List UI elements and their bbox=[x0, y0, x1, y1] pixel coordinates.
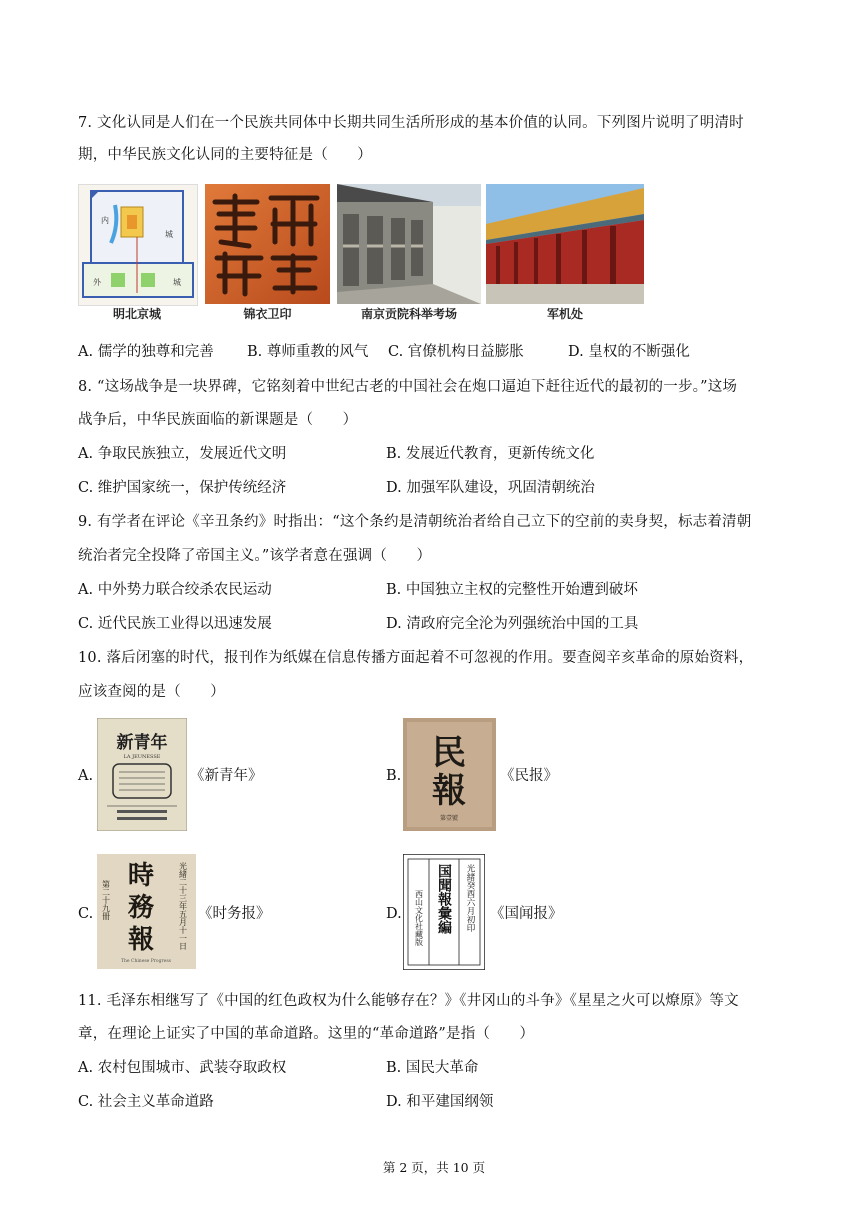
new-youth-cover-image bbox=[97, 718, 187, 831]
q7-option-a: A. 儒学的独尊和完善 bbox=[78, 344, 214, 360]
new-youth-en: LA JEUNESSE bbox=[123, 754, 161, 760]
min-bao-issue: 第壹號 bbox=[439, 815, 459, 822]
shiwubao-issue: 第二十九冊 bbox=[101, 880, 111, 920]
new-youth-title: 新青年 bbox=[116, 733, 168, 753]
q9-option-b: B. 中国独立主权的完整性开始遭到破坏 bbox=[386, 582, 638, 598]
shiwubao-char-wu: 務 bbox=[127, 893, 155, 923]
q8-option-c: C. 维护国家统一，保护传统经济 bbox=[78, 480, 287, 496]
q8-stem-line2: 战争后，中华民族面临的新课题是（ ） bbox=[78, 412, 358, 428]
map-outer-label2: 城 bbox=[173, 278, 181, 287]
q8-stem-line1: 8. “这场战争是一块界碑，它铭刻着中世纪古老的中国社会在炮口逼迫下赶往近代的最初的一步。”这场 bbox=[78, 379, 738, 395]
guowenbao-title: 国聞報彙編 bbox=[436, 864, 452, 934]
shiwubao-cover-image bbox=[97, 854, 196, 969]
q8-option-a: A. 争取民族独立，发展近代文明 bbox=[78, 446, 287, 462]
q10-option-a-name: 《新青年》 bbox=[190, 768, 263, 784]
q7-option-c: C. 官僚机构日益膨胀 bbox=[388, 344, 524, 360]
q7-stem-line1: 7. 文化认同是人们在一个民族共同体中长期共同生活所形成的基本价值的认同。下列图片说明了明清时 bbox=[78, 115, 744, 131]
caption-jinyiwei-seal: 锦衣卫印 bbox=[243, 307, 292, 321]
shiwubao-char-bao: 報 bbox=[127, 925, 155, 955]
map-inner-label1: 内 bbox=[101, 216, 109, 225]
caption-ming-beijing: 明北京城 bbox=[112, 307, 161, 321]
q9-stem-line2: 统治者完全投降了帝国主义。”该学者意在强调（ ） bbox=[78, 548, 432, 564]
q11-option-d: D. 和平建国纲领 bbox=[386, 1094, 494, 1110]
q10-stem-line1: 10. 落后闭塞的时代，报刊作为纸媒在信息传播方面起着不可忽视的作用。要查阅辛亥革命的原始资料， bbox=[78, 650, 754, 666]
q8-option-b: B. 发展近代教育，更新传统文化 bbox=[386, 446, 595, 462]
map-outer-label1: 外 bbox=[93, 278, 101, 287]
shiwubao-date: 光緒二十三年五月十一日 bbox=[178, 862, 188, 950]
q11-stem-line2: 章，在理论上证实了中国的革命道路。这里的“革命道路”是指（ ） bbox=[78, 1026, 535, 1042]
q9-stem-line1: 9. 有学者在评论《辛丑条约》时指出：“这个条约是清朝统治者给自己立下的空前的卖身契，标志着清朝 bbox=[78, 514, 752, 530]
q7-option-d: D. 皇权的不断强化 bbox=[568, 344, 690, 360]
q10-option-c-letter: C. bbox=[78, 906, 94, 922]
q10-option-d-name: 《国闻报》 bbox=[490, 906, 563, 922]
q11-stem-line1: 11. 毛泽东相继写了《中国的红色政权为什么能够存在？》《井冈山的斗争》《星星之火可以燎原》等文 bbox=[78, 993, 739, 1009]
q10-option-a-letter: A. bbox=[78, 768, 94, 784]
q11-option-c: C. 社会主义革命道路 bbox=[78, 1094, 214, 1110]
q10-option-b-name: 《民报》 bbox=[500, 768, 558, 784]
shiwubao-en: The Chinese Progress bbox=[121, 959, 171, 964]
caption-grand-council: 军机处 bbox=[546, 307, 583, 321]
q10-option-b-letter: B. bbox=[386, 768, 402, 784]
grand-council-image bbox=[486, 184, 644, 304]
q10-option-d-letter: D. bbox=[386, 906, 402, 922]
q8-option-d: D. 加强军队建设，巩固清朝统治 bbox=[386, 480, 595, 496]
min-bao-char1: 民 bbox=[432, 733, 466, 773]
q9-option-a: A. 中外势力联合绞杀农民运动 bbox=[78, 582, 272, 598]
guowenbao-cover-image bbox=[403, 854, 485, 970]
q7-stem-line2: 期，中华民族文化认同的主要特征是（ ） bbox=[78, 147, 372, 163]
q11-option-a: A. 农村包围城市、武装夺取政权 bbox=[78, 1060, 287, 1076]
min-bao-cover-image bbox=[403, 718, 496, 831]
ming-beijing-map-image bbox=[78, 184, 198, 306]
q7-option-b: B. 尊师重教的风气 bbox=[247, 344, 369, 360]
caption-exam-hall: 南京贡院科举考场 bbox=[360, 307, 457, 321]
nanjing-exam-hall-image bbox=[337, 184, 481, 304]
guowenbao-date: 光緒癸酉六月初印 bbox=[465, 864, 475, 932]
page-footer: 第 2 页，共 10 页 bbox=[382, 1160, 486, 1175]
map-inner-label2: 城 bbox=[165, 230, 173, 239]
q11-option-b: B. 国民大革命 bbox=[386, 1060, 479, 1076]
jinyiwei-seal-image bbox=[205, 184, 330, 304]
min-bao-char2: 報 bbox=[432, 771, 466, 811]
q10-option-c-name: 《时务报》 bbox=[198, 906, 271, 922]
shiwubao-char-shi: 時 bbox=[127, 861, 155, 891]
q10-stem-line2: 应该查阅的是（ ） bbox=[78, 684, 225, 700]
guowenbao-publisher: 西山文化社藏版 bbox=[414, 890, 424, 946]
q9-option-d: D. 清政府完全沦为列强统治中国的工具 bbox=[386, 616, 639, 632]
q9-option-c: C. 近代民族工业得以迅速发展 bbox=[78, 616, 272, 632]
